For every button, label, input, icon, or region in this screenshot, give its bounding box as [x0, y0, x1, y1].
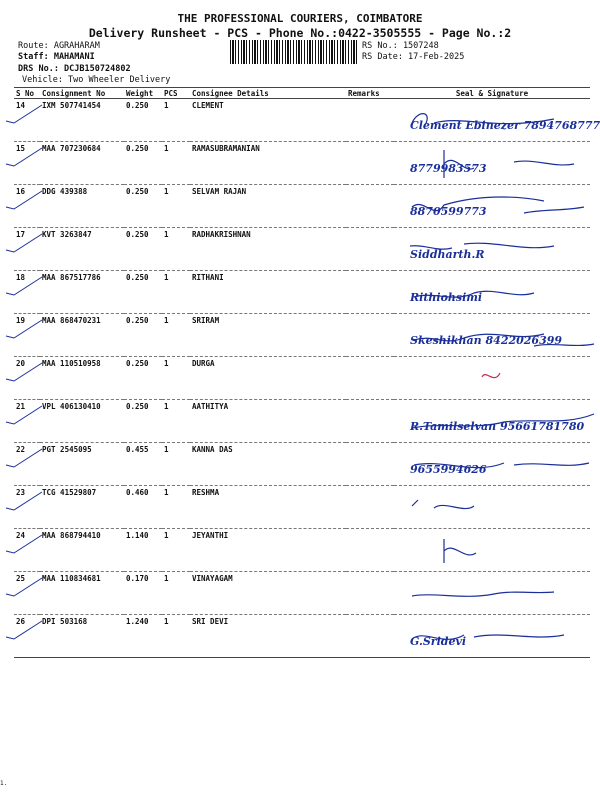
cell-pcs: 1 [164, 617, 169, 626]
cell-sno: 26 [16, 617, 26, 626]
col-header-remarks: Remarks [346, 88, 394, 99]
table-row [14, 185, 590, 228]
signature-text: Skeshikhan 8422026399 [410, 334, 563, 347]
signature-text: Rithiohsimi [410, 291, 483, 304]
table-row [14, 271, 590, 314]
handwritten-signature [404, 187, 600, 225]
corner-mark: 1. [0, 780, 8, 787]
staff-label: Staff: MAHAMANI [18, 52, 95, 62]
table-row [14, 314, 590, 357]
cell-consignee: RESHMA [192, 488, 220, 497]
runsheet-table [14, 87, 600, 658]
cell-signature [394, 486, 590, 529]
vehicle-label: Vehicle: Two Wheeler Delivery [22, 75, 171, 85]
cell-signature [394, 529, 590, 572]
runsheet-subtitle: Delivery Runsheet - PCS - Phone No.:0422-3505555 - Page No.:2 [88, 26, 512, 40]
cell-signature [394, 142, 590, 185]
handwritten-signature [404, 101, 600, 139]
cell-sno: 15 [16, 144, 26, 153]
signature-text: Clement Ebinezer 7894768777 [410, 119, 600, 132]
cell-sno: 20 [16, 359, 26, 368]
drs-number: DRS No.: DCJB150724802 [18, 64, 131, 74]
handwritten-signature [404, 316, 600, 354]
table-row [14, 99, 590, 142]
cell-weight: 0.170 [126, 574, 149, 583]
cell-consignee: RITHANI [192, 273, 224, 282]
cell-weight: 0.250 [126, 187, 149, 196]
col-header-sno: S No [14, 88, 40, 99]
handwritten-signature [404, 488, 600, 526]
handwritten-signature [404, 273, 600, 311]
cell-consignee: AATHITYA [192, 402, 229, 411]
table-row [14, 400, 590, 443]
cell-consignment-no: MAA 110510958 [42, 359, 101, 368]
signature-text: 9655994626 [410, 463, 487, 476]
table-header-row [14, 88, 590, 99]
cell-pcs: 1 [164, 402, 169, 411]
cell-consignment-no: MAA 868470231 [42, 316, 101, 325]
col-header-weight: Weight [124, 88, 162, 99]
handwritten-signature [404, 445, 600, 483]
handwritten-signature [404, 617, 600, 655]
route-label: Route: AGRAHARAM [18, 41, 100, 51]
table-row [14, 572, 590, 615]
cell-sno: 25 [16, 574, 26, 583]
cell-weight: 0.455 [126, 445, 149, 454]
cell-signature [394, 99, 600, 142]
cell-consignment-no: VPL 406130410 [42, 402, 101, 411]
cell-signature [394, 400, 590, 443]
cell-sno: 21 [16, 402, 26, 411]
signature-text: 8870599773 [410, 205, 487, 218]
cell-weight: 0.250 [126, 230, 149, 239]
signature-text: R.Tamilselvan 95661781780 [410, 420, 585, 433]
cell-consignee: SRI DEVI [192, 617, 229, 626]
handwritten-signature [404, 230, 600, 268]
table-row [14, 615, 590, 658]
table-row [14, 529, 590, 572]
cell-pcs: 1 [164, 574, 169, 583]
rs-number: RS No.: 1507248 [362, 41, 439, 51]
cell-consignment-no: DDG 439388 [42, 187, 88, 196]
table-row [14, 486, 590, 529]
cell-sno: 19 [16, 316, 26, 325]
signature-text: G.Sridevi [410, 635, 467, 648]
handwritten-signature [404, 359, 600, 397]
cell-pcs: 1 [164, 531, 169, 540]
col-header-pcs: PCS [162, 88, 190, 99]
barcode-image [230, 40, 358, 64]
handwritten-signature [404, 402, 600, 440]
cell-pcs: 1 [164, 101, 169, 110]
cell-pcs: 1 [164, 445, 169, 454]
cell-consignment-no: MAA 110834681 [42, 574, 101, 583]
cell-sno: 23 [16, 488, 26, 497]
cell-consignment-no: MAA 707230684 [42, 144, 101, 153]
cell-consignee: CLEMENT [192, 101, 224, 110]
cell-consignee: RADHAKRISHNAN [192, 230, 251, 239]
company-title: THE PROFESSIONAL COURIERS, COIMBATORE [177, 12, 423, 25]
cell-weight: 1.140 [126, 531, 149, 540]
table-row [14, 357, 590, 400]
cell-pcs: 1 [164, 359, 169, 368]
cell-consignee: SRIRAM [192, 316, 220, 325]
cell-signature [394, 271, 590, 314]
cell-signature [394, 314, 590, 357]
cell-sno: 17 [16, 230, 26, 239]
signature-text: 8779983573 [410, 162, 487, 175]
cell-consignee: KANNA DAS [192, 445, 233, 454]
cell-sno: 24 [16, 531, 26, 540]
cell-pcs: 1 [164, 230, 169, 239]
cell-sno: 16 [16, 187, 26, 196]
cell-consignee: SELVAM RAJAN [192, 187, 247, 196]
col-header-signature: Seal & Signature [394, 88, 590, 99]
cell-sno: 14 [16, 101, 26, 110]
cell-sno: 18 [16, 273, 26, 282]
cell-weight: 0.250 [126, 359, 149, 368]
cell-consignee: RAMASUBRAMANIAN [192, 144, 260, 153]
cell-signature [394, 185, 590, 228]
table-row [14, 443, 590, 486]
cell-pcs: 1 [164, 187, 169, 196]
cell-consignment-no: PGT 2545095 [42, 445, 92, 454]
handwritten-signature [404, 574, 600, 612]
cell-pcs: 1 [164, 488, 169, 497]
cell-consignee: VINAYAGAM [192, 574, 233, 583]
cell-signature [394, 443, 590, 486]
cell-pcs: 1 [164, 316, 169, 325]
cell-weight: 0.250 [126, 402, 149, 411]
cell-consignee: JEYANTHI [192, 531, 229, 540]
col-header-consignee: Consignee Details [190, 88, 346, 99]
cell-consignee: DURGA [192, 359, 215, 368]
cell-sno: 22 [16, 445, 26, 454]
cell-weight: 0.250 [126, 273, 149, 282]
cell-consignment-no: IXM 507741454 [42, 101, 101, 110]
cell-consignment-no: DPI 503168 [42, 617, 88, 626]
cell-signature [394, 228, 590, 271]
col-header-consignment: Consignment No [40, 88, 124, 99]
cell-weight: 0.250 [126, 144, 149, 153]
cell-signature [394, 357, 590, 400]
handwritten-signature [404, 144, 600, 182]
cell-pcs: 1 [164, 273, 169, 282]
table-row [14, 142, 590, 185]
rs-date: RS Date: 17-Feb-2025 [362, 52, 465, 62]
cell-consignment-no: MAA 868794410 [42, 531, 101, 540]
cell-weight: 0.250 [126, 101, 149, 110]
cell-weight: 0.250 [126, 316, 149, 325]
cell-signature [394, 615, 590, 658]
cell-consignment-no: TCG 41529807 [42, 488, 97, 497]
cell-consignment-no: KVT 3263847 [42, 230, 92, 239]
cell-pcs: 1 [164, 144, 169, 153]
handwritten-signature [404, 531, 600, 569]
signature-text: Siddharth.R [410, 248, 485, 261]
cell-signature [394, 572, 590, 615]
cell-consignment-no: MAA 867517786 [42, 273, 101, 282]
cell-weight: 1.240 [126, 617, 149, 626]
cell-weight: 0.460 [126, 488, 149, 497]
table-row [14, 228, 590, 271]
